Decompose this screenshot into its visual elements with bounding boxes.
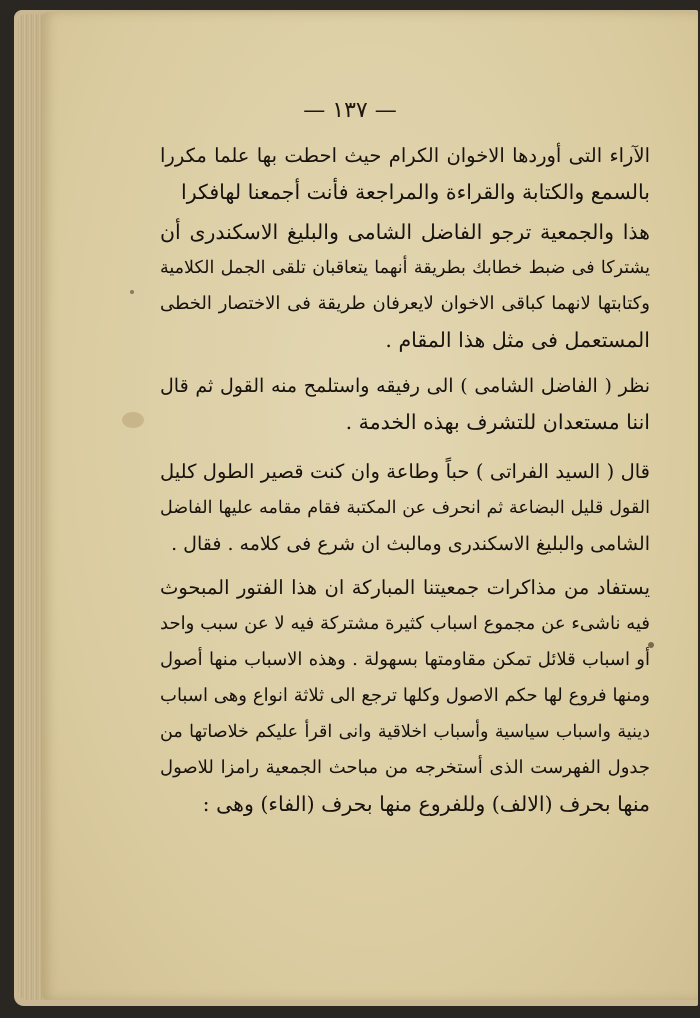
text-line: ومنها فروع لها حكم الاصول وكلها ترجع الى ثلاثة انواع وهى اسباب bbox=[160, 685, 650, 706]
text-line: اننا مستعدان للتشرف بهذه الخدمة . bbox=[345, 410, 650, 434]
text-line: نظر ( الفاضل الشامى ) الى رفيقه واستلمح منه القول ثم قال bbox=[160, 375, 650, 397]
text-line: القول قليل البضاعة ثم انحرف عن المكتبة فقام مقامه عليها الفاضل bbox=[160, 498, 650, 518]
text-line: يشتركا فى ضبط خطابك بطريقة أنهما يتعاقبان تلقى الجمل الكلامية bbox=[160, 258, 650, 278]
text-line: فيه ناشىء عن مجموع اسباب كثيرة مشتركة فيه لا عن سبب واحد bbox=[160, 613, 650, 634]
paper-stain bbox=[122, 412, 144, 428]
paragraph-4 bbox=[160, 454, 650, 562]
text-line: جدول الفهرست الذى أستخرجه من مباحث الجمعية رامزا للاصول bbox=[160, 757, 650, 778]
paragraph-5 bbox=[160, 570, 650, 822]
text-line: أو اسباب قلائل تمكن مقاومتها بسهولة . وهذه الاسباب منها أصول bbox=[160, 649, 650, 670]
text-line: وكتابتها لانهما كباقى الاخوان لايعرفان طريقة فى الاختصار الخطى bbox=[160, 293, 650, 314]
text-line: الآراء التى أوردها الاخوان الكرام حيث احطت بها علما مكررا bbox=[160, 144, 650, 167]
text-line: المستعمل فى مثل هذا المقام . bbox=[385, 328, 650, 352]
text-line: بالسمع والكتابة والقراءة والمراجعة فأنت أجمعنا لهافكرا bbox=[181, 180, 650, 204]
paragraph-2 bbox=[160, 214, 650, 358]
text-line: هذا والجمعية ترجو الفاضل الشامى والبليغ الاسكندرى أن bbox=[160, 220, 650, 244]
text-line: الشامى والبليغ الاسكندرى ومالبث ان شرع فى كلامه . فقال . bbox=[171, 533, 650, 555]
text-line: دينية واسباب سياسية وأسباب اخلاقية وانى اقرأ عليكم خلاصاتها من bbox=[160, 722, 650, 742]
page-number: — ١٣٧ — bbox=[303, 98, 397, 123]
paragraph-3 bbox=[160, 368, 650, 440]
paragraph-1 bbox=[160, 138, 650, 210]
text-line: قال ( السيد الفراتى ) حباً وطاعة وان كنت قصير الطول كليل bbox=[160, 460, 650, 483]
text-line: منها بحرف (الالف) وللفروع منها بحرف (الفاء) وهى : bbox=[202, 792, 650, 816]
page-text bbox=[160, 138, 650, 822]
ink-speck bbox=[130, 290, 134, 294]
text-line: يستفاد من مذاكرات جمعيتنا المباركة ان هذا الفتور المبحوث bbox=[160, 576, 650, 599]
